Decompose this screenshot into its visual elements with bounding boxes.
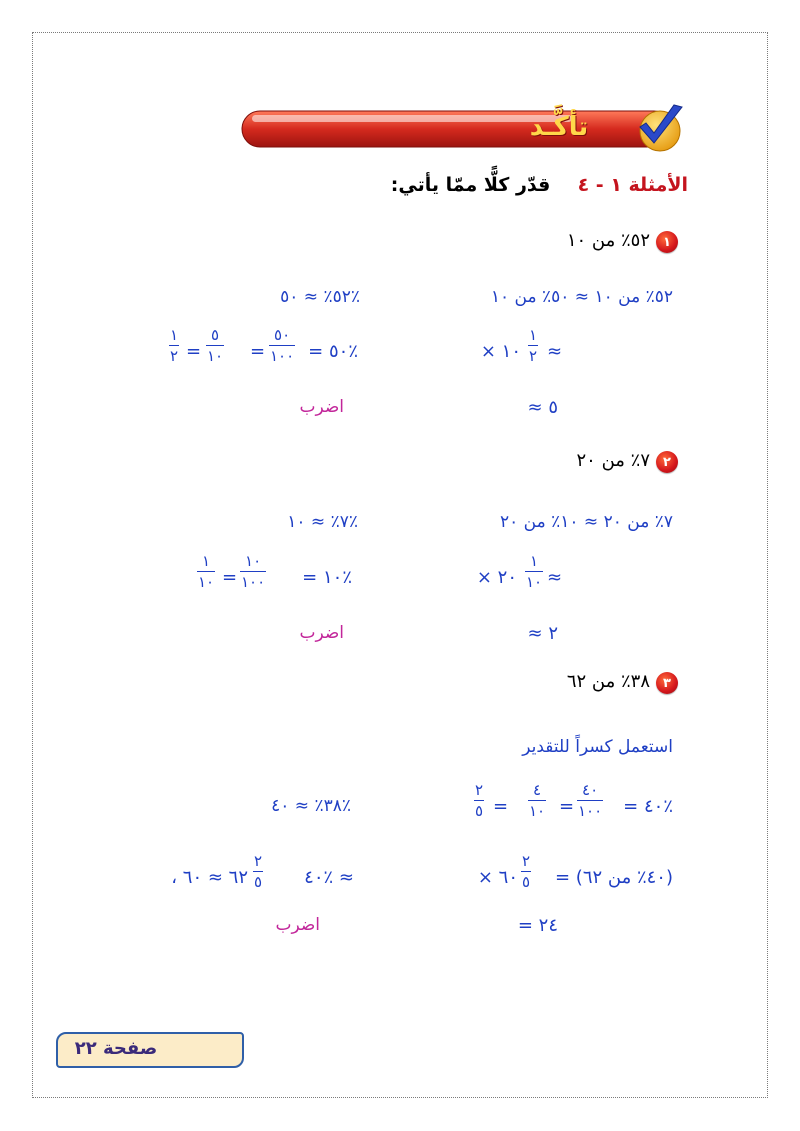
frac-numerator: ٢ [254, 852, 263, 870]
p1-eq1: = [250, 341, 266, 362]
p3-hint: استعمل كسراً للتقدير [522, 737, 673, 757]
p1-line1-left: ٥٢٪ ≈ ٥٠٪ [280, 287, 360, 307]
p2-eq1: = [222, 567, 238, 588]
p2-frac-1-10b [197, 552, 215, 591]
problem-2-question: ٧٪ من ٢٠ [576, 450, 650, 471]
p3-result: = ٢٤ [517, 915, 558, 936]
p1-frac-50-100 [269, 326, 295, 365]
p2-frac-1-10 [525, 552, 543, 591]
p3-pct-approx: ٤٠٪ ≈ [304, 867, 354, 888]
frac-numerator: ١ [202, 552, 211, 570]
p2-times-twenty: × ٢٠ [476, 567, 517, 588]
p3-pct-forty: = ٤٠٪ [623, 796, 673, 817]
p1-eq2: = [186, 341, 202, 362]
frac-numerator: ٢ [522, 852, 531, 870]
p3-lhs: (٤٠٪ من ٦٢) = [554, 867, 673, 888]
frac-denominator: ٥ [475, 802, 484, 820]
problem-3-badge: ٣ [656, 672, 678, 694]
p3-frac-2-5b [521, 852, 531, 891]
p1-result: ≈ ٥ [527, 397, 558, 418]
frac-numerator: ٥٠ [274, 326, 291, 344]
p2-result: ≈ ٢ [527, 623, 558, 644]
problem-3-question: ٣٨٪ من ٦٢ [566, 671, 650, 692]
banner [236, 103, 688, 155]
p3-eq2: = [493, 796, 509, 817]
p3-frac-2-5 [474, 781, 484, 820]
p3-frac-4-10 [528, 781, 546, 820]
p1-operation: اضرب [299, 397, 344, 417]
frac-denominator: ١٠ [207, 347, 224, 365]
p2-line1-right: ٧٪ من ٢٠ ≈ ١٠٪ من ٢٠ [500, 512, 673, 532]
frac-numerator: ١ [170, 326, 179, 344]
frac-denominator: ١٠ [526, 573, 543, 591]
frac-denominator: ٥ [254, 873, 263, 891]
p2-line1-left: ٧٪ ≈ ١٠٪ [287, 512, 358, 532]
examples-label: الأمثلة ١ - ٤ [577, 174, 688, 196]
p3-line1-left: ٣٨٪ ≈ ٤٠٪ [271, 796, 351, 816]
banner-title: تأكَّـد [529, 112, 589, 142]
p3-times-sixty: × ٦٠ [477, 867, 518, 888]
frac-numerator: ١٠ [245, 552, 262, 570]
p3-eq1: = [559, 796, 575, 817]
frac-denominator: ١٠٠ [241, 573, 266, 591]
frac-denominator: ٥ [522, 873, 531, 891]
frac-numerator: ١ [530, 552, 539, 570]
p2-pct-ten: = ١٠٪ [302, 567, 352, 588]
problem-1-badge: ١ [656, 231, 678, 253]
section-header [391, 174, 688, 196]
frac-numerator: ١ [529, 326, 538, 344]
p2-frac-10-100 [240, 552, 266, 591]
instruction-text: قدّر كلًّا ممّا يأتي: [390, 174, 551, 196]
problem-1-question: ٥٢٪ من ١٠ [566, 230, 650, 251]
p1-frac-1-2 [169, 326, 179, 365]
p1-frac-5-10 [206, 326, 224, 365]
p2-operation: اضرب [299, 623, 344, 643]
frac-denominator: ١٠ [529, 802, 546, 820]
page-number-label: صفحة ٢٢ [74, 1038, 158, 1059]
p3-sixty-approx: ، ٦٢ ≈ ٦٠ [171, 867, 248, 888]
p1-pct-fifty: = ٥٠٪ [308, 341, 358, 362]
frac-numerator: ٢ [475, 781, 484, 799]
p3-operation: اضرب [275, 915, 320, 935]
frac-denominator: ٢ [529, 347, 538, 365]
frac-numerator: ٥ [211, 326, 220, 344]
frac-numerator: ٤٠ [582, 781, 599, 799]
frac-denominator: ١٠ [198, 573, 215, 591]
frac-denominator: ١٠٠ [578, 802, 603, 820]
p3-frac-2-5c [253, 852, 263, 891]
p1-times-ten: × ١٠ [480, 341, 521, 362]
p3-frac-40-100 [577, 781, 603, 820]
frac-denominator: ١٠٠ [270, 347, 295, 365]
frac-denominator: ٢ [170, 347, 179, 365]
problem-2-badge: ٢ [656, 451, 678, 473]
p1-approx-sign: ≈ [547, 341, 563, 362]
frac-numerator: ٤ [533, 781, 542, 799]
p2-approx-sign: ≈ [547, 567, 563, 588]
p1-frac-half [528, 326, 538, 365]
p1-line1-right: ٥٢٪ من ١٠ ≈ ٥٠٪ من ١٠ [490, 287, 673, 307]
